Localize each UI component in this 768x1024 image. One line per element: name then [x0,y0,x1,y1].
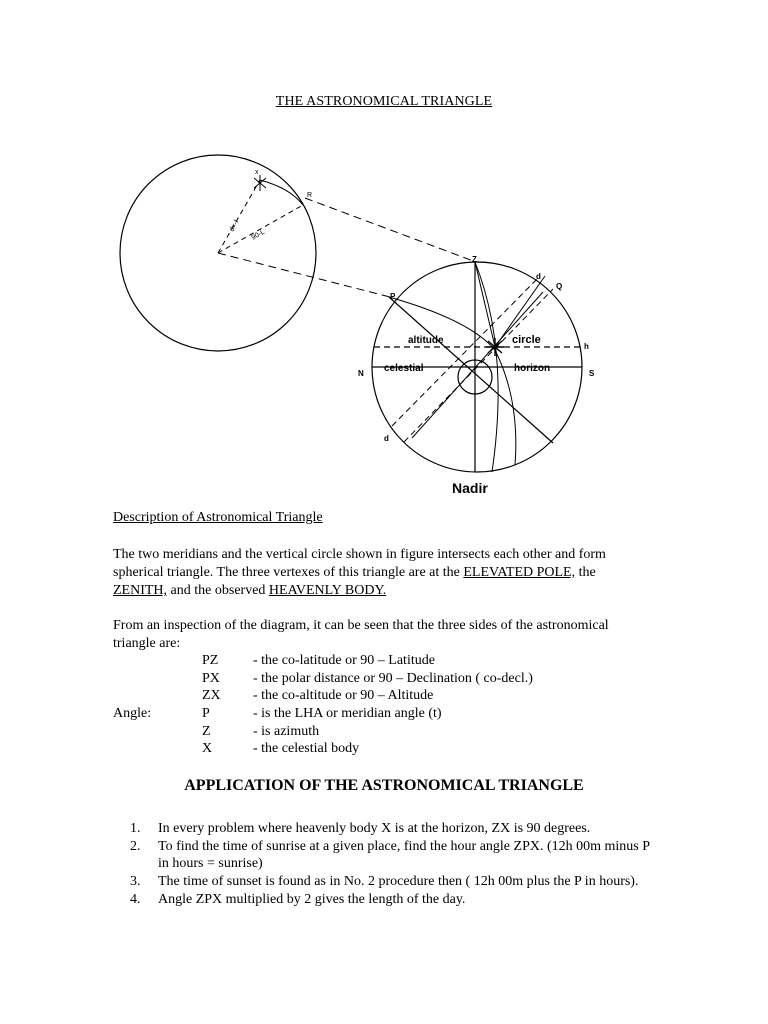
list-item-number: 3. [130,874,141,890]
side-description: - the polar distance or 90 – Declination ( co-decl.) [253,670,533,686]
side-lead: Angle: [113,706,152,722]
horizon-label: horizon [514,363,551,374]
list-item [130,873,650,891]
side-symbol: Z [202,723,211,739]
dash-line-1 [305,198,476,262]
side-description: - is azimuth [253,723,320,739]
left-arc [260,180,303,205]
side-symbol: ZX [202,688,221,704]
list-item [130,838,650,873]
hour-circle [389,297,516,465]
right-star-icon [486,338,504,356]
sides-list [113,652,633,758]
list-item-text: To find the time of sunrise at a given place, find the hour angle ZPX. (12h 00m minus P in hours = sunrise) [158,838,650,872]
q-label: Q [556,282,563,291]
left-star-icon [254,175,266,191]
side-description: - the co-latitude or 90 – Latitude [253,653,435,668]
side-row [113,740,633,758]
heavenly-body-term: HEAVENLY BODY. [268,583,387,598]
p-label: P [390,292,396,301]
p1-text-3: and the observed [167,583,269,598]
p1-text-2: the [575,565,596,580]
list-item-text: The time of sunset is found as in No. 2 procedure then ( 12h 00m plus the P in hours). [158,874,639,890]
arc-left-label: d=-l [228,219,241,233]
application-heading: APPLICATION OF THE ASTRONOMICAL TRIANGLE [184,777,584,794]
side-row [113,670,633,688]
p1-text-1: The two meridians and the vertical circle shown in figure intersects each other and form spherical triangle. The three vertexes of this triangle are at the [113,547,606,580]
side-row [113,687,633,705]
list-item [130,891,650,909]
dash-line-2 [218,253,390,297]
page-title: THE ASTRONOMICAL TRIANGLE [275,94,493,109]
small-r-label: R [307,192,313,199]
side-symbol: PX [202,670,220,686]
equator-line-2 [392,276,540,426]
list-item-number: 1. [130,821,141,836]
side-symbol: PZ [202,653,219,668]
list-item-number: 4. [130,891,141,907]
astronomical-triangle-diagram [0,140,768,500]
side-description: - the celestial body [253,741,360,757]
list-item [130,820,650,838]
arc-right-label: 90-L [250,228,267,242]
zenith-term: ZENITH, [113,583,168,598]
list-item-text: Angle ZPX multiplied by 2 gives the length of the day. [158,891,466,907]
description-paragraph-2: From an inspection of the diagram, it can be seen that the three sides of the astronomical triangle are: [113,618,609,651]
s-label: S [589,369,595,378]
small-x-label: x [255,169,259,176]
side-description: - is the LHA or meridian angle (t) [253,706,442,722]
description-paragraph-1 [113,546,653,600]
description-heading: Description of Astronomical Triangle [113,510,323,525]
celestial-label: celestial [384,363,424,374]
list-item-text: In every problem where heavenly body X is at the horizon, ZX is 90 degrees. [158,821,591,836]
n-label: N [358,369,364,378]
side-description: - the co-altitude or 90 – Altitude [253,688,434,704]
z-label: Z [472,255,477,264]
side-symbol: P [202,706,210,722]
side-symbol: X [202,741,213,757]
elevated-pole-term: ELEVATED POLE, [463,565,576,580]
list-item-number: 2. [130,838,141,854]
d-top-label: d [536,272,541,281]
dash-line-3 [218,180,260,253]
altitude-label: altitude [408,335,444,346]
side-row [113,652,633,670]
d-bottom-label: d [384,434,389,443]
h-label: h [584,342,589,351]
application-list [130,820,650,909]
circle-label: circle [512,334,541,346]
nadir-label: Nadir [452,480,488,496]
side-row [113,723,633,741]
side-row [113,705,633,723]
